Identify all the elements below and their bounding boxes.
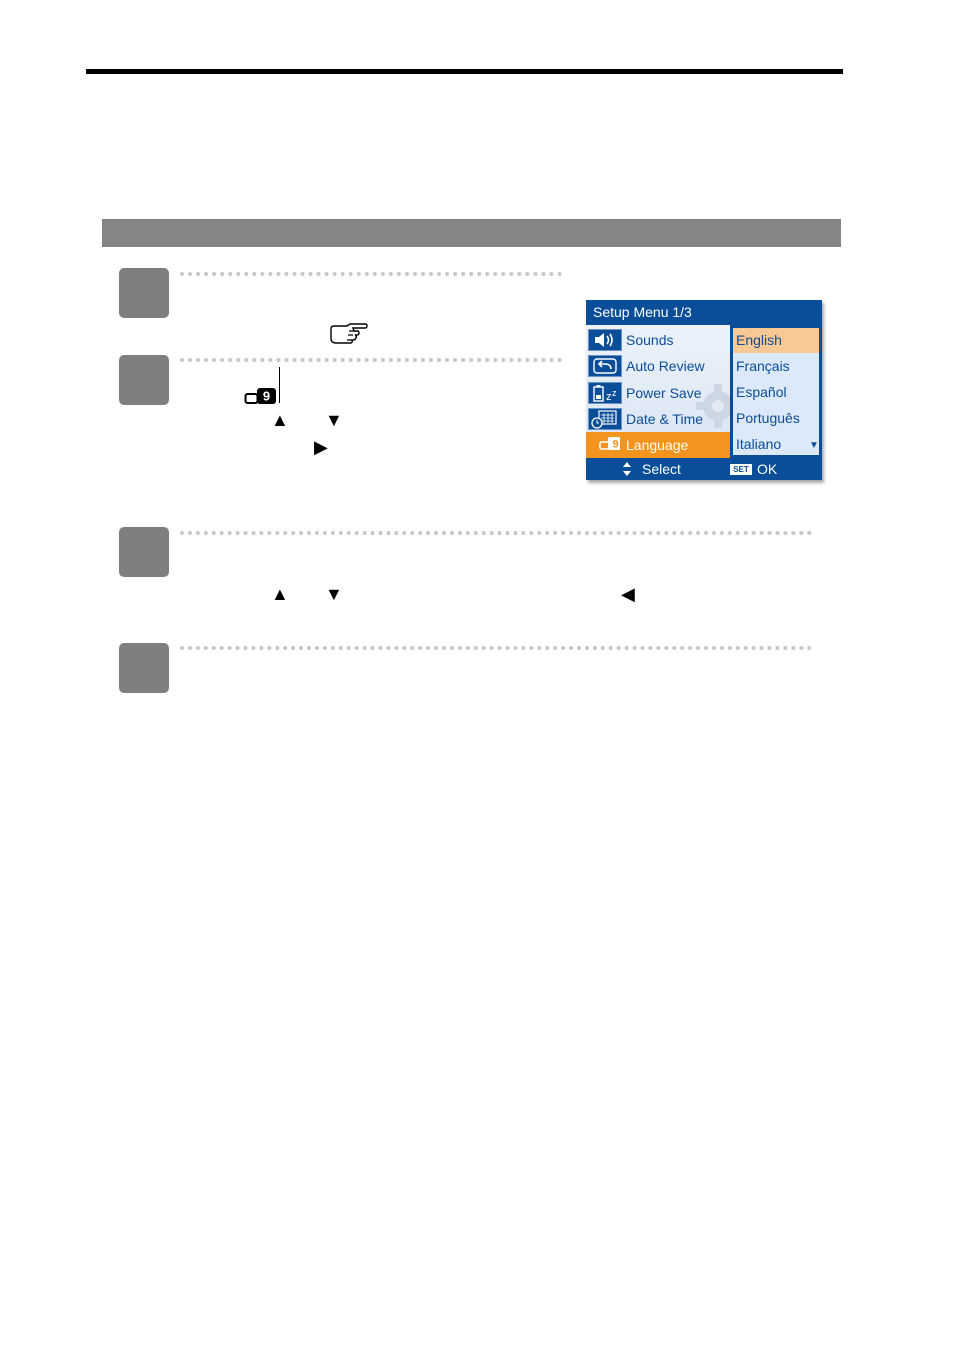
step-4-marker (119, 643, 169, 693)
svg-text:z: z (606, 391, 612, 403)
return-arrow-icon (588, 355, 622, 377)
scroll-down-icon[interactable]: ▼ (809, 440, 819, 451)
camera-setup-menu-screen (586, 300, 822, 480)
menu-item-label: Language (626, 437, 689, 453)
triangle-down-icon: ▼ (325, 584, 343, 604)
triangle-left-icon: ◀ (621, 584, 635, 604)
triangle-up-icon: ▲ (271, 584, 289, 604)
menu-item-label: Auto Review (626, 358, 705, 374)
menu-item-sounds[interactable] (586, 327, 730, 353)
menu-item-language[interactable] (586, 432, 730, 458)
step-2-divider (180, 358, 562, 362)
step-2-marker (119, 355, 169, 405)
option-italiano[interactable]: Italiano (736, 436, 782, 452)
screen-options-panel (730, 325, 822, 458)
battery-sleep-icon (588, 382, 622, 404)
svg-text:z: z (612, 388, 617, 398)
footer-select-label: Select (642, 461, 681, 477)
triangle-right-icon: ▶ (314, 437, 328, 457)
pointing-hand-icon (328, 322, 368, 344)
menu-item-auto-review[interactable] (586, 353, 730, 379)
top-rule (86, 69, 843, 74)
language-icon (588, 434, 622, 456)
option-english[interactable]: English (733, 328, 819, 353)
footer-ok-label: OK (757, 461, 778, 477)
screen-title: Setup Menu 1/3 (586, 300, 822, 325)
up-down-arrows-icon (622, 462, 632, 476)
step-3-marker (119, 527, 169, 577)
svg-text:9: 9 (262, 388, 271, 404)
step-4-divider (180, 646, 812, 650)
language-icon (244, 386, 278, 406)
calendar-clock-icon (588, 408, 622, 430)
menu-item-label: Date & Time (626, 411, 704, 427)
speaker-icon (588, 329, 622, 351)
menu-item-label: Power Save (626, 385, 702, 401)
screen-footer (586, 458, 822, 480)
callout-line (279, 367, 280, 403)
triangle-up-icon: ▲ (271, 410, 289, 430)
menu-item-label: Sounds (626, 332, 674, 348)
step-3-divider (180, 531, 812, 535)
triangle-down-icon: ▼ (325, 410, 343, 430)
svg-text:9: 9 (612, 438, 619, 451)
language-options-list (733, 328, 819, 455)
section-header-bar (102, 219, 841, 247)
step-1-marker (119, 268, 169, 318)
option-portugues[interactable]: Português (736, 410, 800, 426)
step-1-divider (180, 272, 562, 276)
option-espanol[interactable]: Español (736, 384, 787, 400)
set-button-icon: SET (730, 464, 752, 475)
option-francais[interactable]: Français (736, 358, 790, 374)
